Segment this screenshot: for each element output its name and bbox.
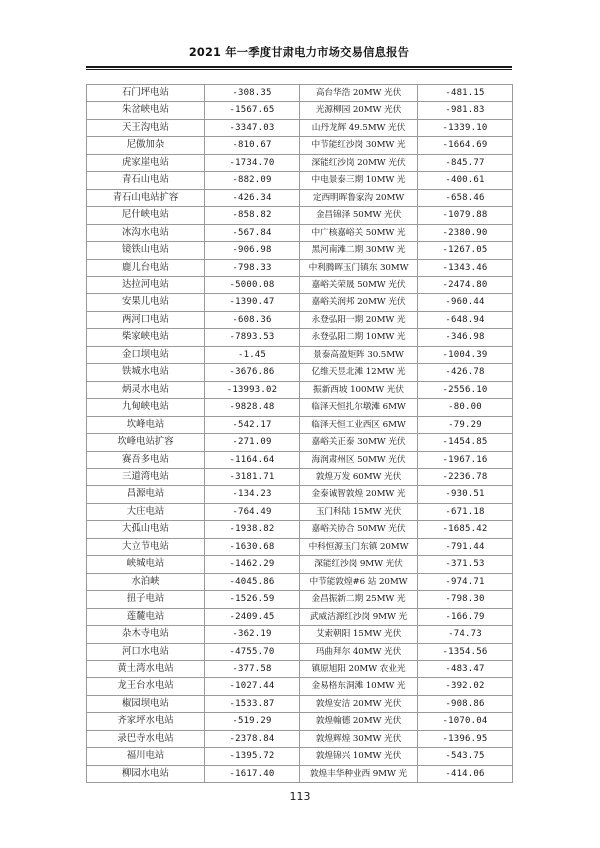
solar-plant-name-cell: 金昌振新二期 25MW 光 [300,591,418,608]
hydro-station-name-cell: 尼傲加杂 [87,137,205,154]
running-header-title: 2021 年一季度甘肃电力市场交易信息报告 [188,46,410,59]
table-row [87,730,513,747]
hydro-station-name-cell: 录巴寺水电站 [87,730,205,747]
table-row [87,503,513,520]
table-row [87,521,513,538]
hydro-station-name-cell: 大立节电站 [87,538,205,555]
table-row [87,85,513,102]
hydro-station-name-cell: 黄土湾水电站 [87,660,205,677]
solar-plant-value-cell: -2380.90 [418,224,513,241]
solar-plant-value-cell: -798.30 [418,591,513,608]
solar-plant-value-cell: -483.47 [418,660,513,677]
hydro-station-value-cell: -567.84 [205,224,300,241]
solar-plant-value-cell: -543.75 [418,748,513,765]
solar-plant-value-cell: -1339.10 [418,119,513,136]
solar-plant-value-cell: -346.98 [418,329,513,346]
table-row [87,416,513,433]
hydro-station-value-cell: -858.82 [205,207,300,224]
table-row [87,381,513,398]
solar-plant-name-cell: 嘉峪关正泰 30MW 光伏 [300,434,418,451]
hydro-station-name-cell: 虎家崖电站 [87,154,205,171]
solar-plant-value-cell: -791.44 [418,538,513,555]
hydro-station-name-cell: 峡城电站 [87,556,205,573]
hydro-station-value-cell: -1027.44 [205,678,300,695]
solar-plant-name-cell: 中电景泰三期 10MW 光 [300,172,418,189]
solar-plant-value-cell: -2474.80 [418,276,513,293]
hydro-station-name-cell: 柳园水电站 [87,765,205,782]
table-row [87,556,513,573]
solar-plant-value-cell: -1396.95 [418,730,513,747]
hydro-station-value-cell: -1630.68 [205,538,300,555]
table-row [87,591,513,608]
table-row [87,364,513,381]
table-row [87,102,513,119]
header-rule-thin-line [86,69,512,70]
solar-plant-name-cell: 永登弘阳二期 10MW 光 [300,329,418,346]
solar-plant-name-cell: 山丹龙辉 49.5MW 光伏 [300,119,418,136]
table-body [87,85,513,783]
hydro-station-name-cell: 大庄电站 [87,503,205,520]
solar-plant-name-cell: 金易格东洞滩 10MW 光 [300,678,418,695]
solar-plant-name-cell: 敦煌辉煌 30MW 光伏 [300,730,418,747]
solar-plant-name-cell: 金昌锦泽 50MW 光伏 [300,207,418,224]
hydro-station-name-cell: 坎峰电站 [87,416,205,433]
table-row [87,626,513,643]
table-row [87,311,513,328]
solar-plant-value-cell: -1454.85 [418,434,513,451]
table-row [87,242,513,259]
solar-plant-name-cell: 海润肃州区 50MW 光伏 [300,451,418,468]
solar-plant-value-cell: -974.71 [418,573,513,590]
hydro-station-value-cell: -377.58 [205,660,300,677]
solar-plant-value-cell: -671.18 [418,503,513,520]
solar-plant-name-cell: 玉门科陆 15MW 光伏 [300,503,418,520]
hydro-station-name-cell: 水泊峡 [87,573,205,590]
solar-plant-name-cell: 中节能红沙岗 30MW 光 [300,137,418,154]
solar-plant-value-cell: -481.15 [418,85,513,102]
table-row [87,329,513,346]
hydro-station-name-cell: 昌源电站 [87,486,205,503]
hydro-station-name-cell: 三道湾电站 [87,468,205,485]
solar-plant-value-cell: -1354.56 [418,643,513,660]
solar-plant-value-cell: -1267.05 [418,242,513,259]
hydro-station-value-cell: -362.19 [205,626,300,643]
hydro-station-value-cell: -1567.65 [205,102,300,119]
solar-plant-value-cell: -79.29 [418,416,513,433]
hydro-station-value-cell: -882.09 [205,172,300,189]
hydro-station-value-cell: -1.45 [205,346,300,363]
data-table-container [86,84,512,783]
hydro-station-value-cell: -1395.72 [205,748,300,765]
solar-plant-name-cell: 永登弘阳一期 20MW 光 [300,311,418,328]
solar-plant-value-cell: -400.61 [418,172,513,189]
hydro-station-name-cell: 两河口电站 [87,311,205,328]
solar-plant-name-cell: 敦煌安洁 20MW 光伏 [300,695,418,712]
table-row [87,189,513,206]
hydro-station-name-cell: 石门坪电站 [87,85,205,102]
hydro-station-value-cell: -1390.47 [205,294,300,311]
solar-plant-name-cell: 黑河南滩二期 30MW 光 [300,242,418,259]
hydro-station-value-cell: -1938.82 [205,521,300,538]
table-row [87,207,513,224]
solar-plant-value-cell: -166.79 [418,608,513,625]
solar-plant-value-cell: -845.77 [418,154,513,171]
solar-plant-value-cell: -2556.10 [418,381,513,398]
hydro-station-name-cell: 青石山电站扩容 [87,189,205,206]
table-row [87,748,513,765]
solar-plant-name-cell: 镇原旭阳 20MW 农业光 [300,660,418,677]
hydro-station-name-cell: 柴家峡电站 [87,329,205,346]
solar-plant-name-cell: 金泰诚智敦煌 20MW 光 [300,486,418,503]
solar-plant-value-cell: -371.53 [418,556,513,573]
solar-plant-name-cell: 敦煌锦兴 10MW 光伏 [300,748,418,765]
solar-plant-name-cell: 嘉峪关润邦 20MW 光伏 [300,294,418,311]
hydro-station-value-cell: -764.49 [205,503,300,520]
hydro-station-name-cell: 赛吾多电站 [87,451,205,468]
table-row [87,224,513,241]
hydro-station-value-cell: -810.67 [205,137,300,154]
hydro-station-value-cell: -3676.86 [205,364,300,381]
solar-plant-value-cell: -80.00 [418,399,513,416]
hydro-station-name-cell: 尼什峡电站 [87,207,205,224]
table-row [87,608,513,625]
power-plant-settlement-table [86,84,513,783]
page-number: 113 [289,790,311,803]
table-row [87,259,513,276]
hydro-station-name-cell: 冰沟水电站 [87,224,205,241]
hydro-station-value-cell: -4755.70 [205,643,300,660]
table-row [87,399,513,416]
hydro-station-value-cell: -271.09 [205,434,300,451]
hydro-station-name-cell: 铁城水电站 [87,364,205,381]
table-row [87,643,513,660]
hydro-station-name-cell: 朱岔峡电站 [87,102,205,119]
hydro-station-name-cell: 河口水电站 [87,643,205,660]
solar-plant-name-cell: 武威洁源红沙岗 9MW 光 [300,608,418,625]
hydro-station-value-cell: -906.98 [205,242,300,259]
table-row [87,451,513,468]
solar-plant-name-cell: 敦煌翰德 20MW 光伏 [300,713,418,730]
table-row [87,765,513,782]
table-row [87,695,513,712]
table-row [87,538,513,555]
hydro-station-name-cell: 镜铁山电站 [87,242,205,259]
hydro-station-value-cell: -542.17 [205,416,300,433]
table-row [87,276,513,293]
solar-plant-name-cell: 振新西坡 100MW 光伏 [300,381,418,398]
table-row [87,573,513,590]
hydro-station-value-cell: -1533.87 [205,695,300,712]
solar-plant-name-cell: 艾索朝阳 15MW 光伏 [300,626,418,643]
solar-plant-name-cell: 嘉峪关协合 50MW 光伏 [300,521,418,538]
solar-plant-value-cell: -1070.04 [418,713,513,730]
solar-plant-value-cell: -1079.88 [418,207,513,224]
solar-plant-name-cell: 临泽天恒工业西区 6MW [300,416,418,433]
solar-plant-value-cell: -981.83 [418,102,513,119]
hydro-station-value-cell: -2378.84 [205,730,300,747]
hydro-station-name-cell: 安果儿电站 [87,294,205,311]
hydro-station-name-cell: 杂木寺电站 [87,626,205,643]
hydro-station-value-cell: -3347.03 [205,119,300,136]
header-rule-thick-line [86,66,512,68]
header-divider-rule [86,66,512,70]
hydro-station-value-cell: -5000.08 [205,276,300,293]
solar-plant-value-cell: -392.02 [418,678,513,695]
hydro-station-value-cell: -426.34 [205,189,300,206]
table-row [87,660,513,677]
hydro-station-name-cell: 炳灵水电站 [87,381,205,398]
table-row [87,713,513,730]
solar-plant-value-cell: -426.78 [418,364,513,381]
solar-plant-value-cell: -658.46 [418,189,513,206]
solar-plant-name-cell: 敦煌万发 60MW 光伏 [300,468,418,485]
table-row [87,486,513,503]
table-row [87,468,513,485]
solar-plant-name-cell: 景泰高盈矩阵 30.5MW [300,346,418,363]
hydro-station-value-cell: -9828.48 [205,399,300,416]
hydro-station-name-cell: 莲麓电站 [87,608,205,625]
table-row [87,294,513,311]
solar-plant-name-cell: 光源柳园 20MW 光伏 [300,102,418,119]
hydro-station-name-cell: 大孤山电站 [87,521,205,538]
hydro-station-value-cell: -1617.40 [205,765,300,782]
hydro-station-name-cell: 龙王台水电站 [87,678,205,695]
hydro-station-name-cell: 天王沟电站 [87,119,205,136]
solar-plant-value-cell: -414.06 [418,765,513,782]
hydro-station-value-cell: -1526.59 [205,591,300,608]
hydro-station-value-cell: -4045.86 [205,573,300,590]
hydro-station-value-cell: -608.36 [205,311,300,328]
solar-plant-value-cell: -930.51 [418,486,513,503]
hydro-station-value-cell: -308.35 [205,85,300,102]
solar-plant-value-cell: -2236.78 [418,468,513,485]
solar-plant-value-cell: -1004.39 [418,346,513,363]
solar-plant-value-cell: -1664.69 [418,137,513,154]
hydro-station-name-cell: 扭子电站 [87,591,205,608]
table-row [87,154,513,171]
solar-plant-name-cell: 高台华浩 20MW 光伏 [300,85,418,102]
table-row [87,172,513,189]
solar-plant-name-cell: 中广核嘉峪关 50MW 光 [300,224,418,241]
solar-plant-name-cell: 亿维天昱北滩 12MW 光 [300,364,418,381]
solar-plant-value-cell: -648.94 [418,311,513,328]
solar-plant-name-cell: 中利腾晖玉门镇东 30MW [300,259,418,276]
hydro-station-name-cell: 达拉河电站 [87,276,205,293]
solar-plant-name-cell: 中节能敦煌#6 站 20MW [300,573,418,590]
hydro-station-name-cell: 九甸峡电站 [87,399,205,416]
hydro-station-value-cell: -3181.71 [205,468,300,485]
hydro-station-value-cell: -13993.02 [205,381,300,398]
hydro-station-value-cell: -519.29 [205,713,300,730]
hydro-station-value-cell: -7893.53 [205,329,300,346]
solar-plant-name-cell: 深能红沙岗 20MW 光伏 [300,154,418,171]
hydro-station-value-cell: -798.33 [205,259,300,276]
hydro-station-value-cell: -1462.29 [205,556,300,573]
solar-plant-name-cell: 敦煌丰华种业西 9MW 光 [300,765,418,782]
solar-plant-value-cell: -960.44 [418,294,513,311]
hydro-station-name-cell: 金口坝电站 [87,346,205,363]
table-row [87,137,513,154]
hydro-station-name-cell: 坎峰电站扩容 [87,434,205,451]
table-row [87,678,513,695]
solar-plant-value-cell: -908.86 [418,695,513,712]
solar-plant-value-cell: -1967.16 [418,451,513,468]
solar-plant-value-cell: -74.73 [418,626,513,643]
hydro-station-value-cell: -1164.64 [205,451,300,468]
table-row [87,119,513,136]
hydro-station-name-cell: 鹿儿台电站 [87,259,205,276]
solar-plant-name-cell: 深能红沙岗 9MW 光伏 [300,556,418,573]
hydro-station-value-cell: -1734.70 [205,154,300,171]
table-row [87,346,513,363]
solar-plant-name-cell: 嘉峪关荣晟 50MW 光伏 [300,276,418,293]
hydro-station-name-cell: 青石山电站 [87,172,205,189]
solar-plant-name-cell: 中科恒源玉门东镇 20MW [300,538,418,555]
hydro-station-name-cell: 齐家坪水电站 [87,713,205,730]
solar-plant-name-cell: 玛曲拜尔 40MW 光伏 [300,643,418,660]
solar-plant-value-cell: -1343.46 [418,259,513,276]
solar-plant-value-cell: -1685.42 [418,521,513,538]
solar-plant-name-cell: 临泽天恒扎尔墩滩 6MW [300,399,418,416]
table-row [87,434,513,451]
hydro-station-name-cell: 福川电站 [87,748,205,765]
hydro-station-name-cell: 椒园坝电站 [87,695,205,712]
hydro-station-value-cell: -2409.45 [205,608,300,625]
hydro-station-value-cell: -134.23 [205,486,300,503]
solar-plant-name-cell: 定西明晖鲁家沟 20MW [300,189,418,206]
